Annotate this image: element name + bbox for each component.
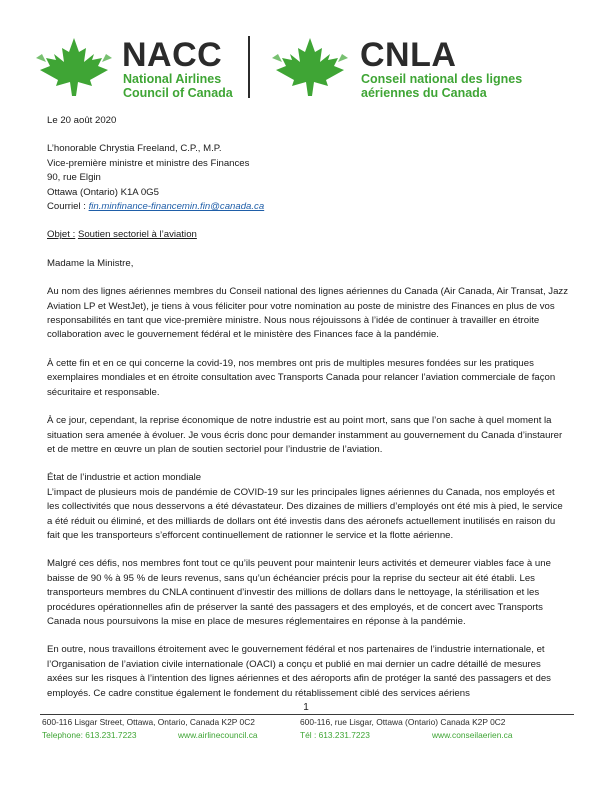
footer-telephone-en: Telephone: 613.231.7223 <box>42 730 137 740</box>
cnla-subtitle-line: Conseil national des lignes <box>361 72 523 86</box>
nacc-subtitle-line: National Airlines <box>123 72 222 86</box>
paragraph: À cette fin et en ce qui concerne la covid-19, nos membres ont pris de multiples mesures fondées sur les pratiques exemplaires mondiales et en étroite consultation avec Transports Canada pour relancer l’aviation commerciale de façon sécuritaire et responsable. <box>47 357 556 398</box>
footer-telephone-fr: Tél : 613.231.7223 <box>300 730 370 740</box>
salutation: Madame la Ministre, <box>47 257 134 269</box>
recipient-city: Ottawa (Ontario) K1A 0G5 <box>47 186 159 198</box>
footer-website-fr[interactable]: www.conseilaerien.ca <box>432 730 513 740</box>
footer-website-en[interactable]: www.airlinecouncil.ca <box>178 730 258 740</box>
recipient-street: 90, rue Elgin <box>47 172 101 184</box>
subject-text: Soutien sectoriel à l’aviation <box>77 229 197 241</box>
paragraph: À ce jour, cependant, la reprise économique de notre industrie est au point mort, sans que l’on sache à quel moment la situation sera amenée à évoluer. Je vous écris donc pour demander instamment au gouvernement du Canada d’instaurer et de mettre en œuvre un plan de soutien sectoriel pour l’industrie de l’aviation. <box>47 415 563 455</box>
cnla-subtitle <box>361 72 522 100</box>
subject-label: Objet : <box>47 229 76 241</box>
paragraph: Au nom des lignes aériennes membres du Conseil national des lignes aériennes du Canada (Air Canada, Air Transat, Jazz Aviation LP et WestJet), je tiens à vous féliciter pour votre nomination au poste de ministre des Finances en plus de vos responsabilités en tant que vice-première ministre. Nous nous réjouissons à l’idée de continuer à travailler en étroite collaboration avec le gouvernement fédéral et le ministère des Finances face à la pandémie. <box>47 286 569 341</box>
paragraph: Malgré ces défis, nos membres font tout ce qu’ils peuvent pour maintenir leurs activités et demeurer viables face à une baisse de 90 % à 95 % de leurs revenus, sans qu’un échéancier précis pour la reprise du secteur ait été établi. Les transporteurs membres du CNLA continuent d’investir des millions de dollars dans le nettoyage, la stérilisation et les procédures opérationnelles afin de préserver la santé des passagers et des employés, et de concert avec Transports Canada nous poursuivons la mise en place de mesures réglementaires en réponse à la pandémie. <box>47 558 551 627</box>
letter-date: Le 20 août 2020 <box>47 115 117 126</box>
maple-leaf-icon <box>268 36 352 98</box>
nacc-wordmark: NACC <box>122 36 223 74</box>
email-label: Courriel : <box>47 201 89 213</box>
footer-address-fr: 600-116, rue Lisgar, Ottawa (Ontario) Canada K2P 0C2 <box>300 717 506 727</box>
nacc-subtitle <box>123 72 233 100</box>
header-divider <box>248 36 250 98</box>
section-heading: État de l’industrie et action mondiale <box>47 472 202 484</box>
cnla-wordmark: CNLA <box>360 36 457 74</box>
nacc-subtitle-line: Council of Canada <box>123 86 233 100</box>
paragraph: L’impact de plusieurs mois de pandémie de COVID-19 sur les principales lignes aériennes du Canada, nos employés et les collectivités que nous desservons a été dévastateur. Des dizaines de milliers d’employés ont été mis à pied, le service a été réduit ou éliminé, et des milliards de dollars ont été investis dans des aéronefs actuellement inutilisés en raison du fait que les transporteurs s’efforcent continuellement de rationner le service et la flotte aérienne. <box>47 486 563 541</box>
footer-divider <box>40 714 574 715</box>
recipient-title: Vice-première ministre et ministre des Finances <box>47 157 250 169</box>
footer-address-en: 600-116 Lisgar Street, Ottawa, Ontario, Canada K2P 0C2 <box>42 717 255 727</box>
footer-right <box>300 716 572 742</box>
cnla-subtitle-line: aériennes du Canada <box>361 86 487 100</box>
recipient-email-link[interactable]: fin.minfinance-financemin.fin@canada.ca <box>88 201 265 213</box>
footer-left <box>42 716 302 742</box>
letterhead <box>0 0 612 110</box>
maple-leaf-icon <box>32 36 116 98</box>
subject-line <box>47 228 569 242</box>
recipient-email-line <box>47 200 569 214</box>
paragraph: En outre, nous travaillons étroitement avec le gouvernement fédéral et nos partenaires de l’industrie internationale, et l’Organisation de l’aviation civile internationale (OACI) a conçu et publié en mai dernier un cadre détaillé de mesures axées sur les risques à l’intention des lignes aériennes et des aéroports afin de protéger la santé des passagers et des employés. Ce cadre constitue également le fondement du rétablissement ciblé des services aériens <box>47 644 551 699</box>
page-number: 1 <box>303 702 309 713</box>
letter-body <box>47 114 569 701</box>
recipient-name: L’honorable Chrystia Freeland, C.P., M.P. <box>47 143 222 155</box>
